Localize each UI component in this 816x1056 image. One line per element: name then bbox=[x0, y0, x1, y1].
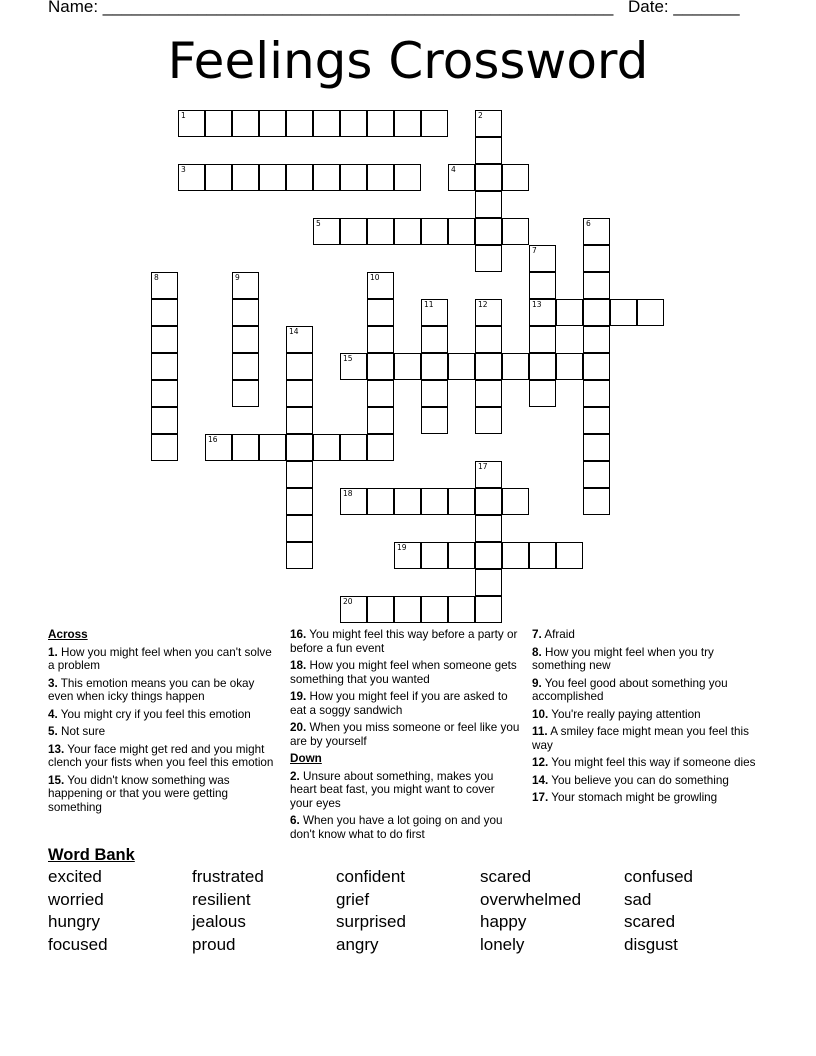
crossword-cell[interactable] bbox=[286, 353, 313, 380]
clue-text: How you might feel when someone gets something that you wanted bbox=[290, 659, 517, 686]
crossword-cell[interactable] bbox=[286, 110, 313, 137]
crossword-cell[interactable] bbox=[151, 353, 178, 380]
clues-column-2 bbox=[290, 628, 520, 845]
crossword-cell[interactable] bbox=[367, 218, 394, 245]
clue-number-label: 19. bbox=[290, 690, 307, 703]
crossword-cell[interactable] bbox=[583, 245, 610, 272]
word-bank-item: focused bbox=[48, 935, 108, 955]
clue-item bbox=[532, 708, 762, 722]
crossword-cell[interactable] bbox=[475, 407, 502, 434]
word-bank-item: scared bbox=[480, 867, 532, 886]
crossword-cell[interactable] bbox=[475, 299, 502, 326]
crossword-cell[interactable] bbox=[367, 110, 394, 137]
clue-text: You feel good about something you accomplished bbox=[532, 676, 728, 703]
crossword-cell[interactable] bbox=[232, 380, 259, 407]
clue-item bbox=[290, 814, 520, 841]
clue-item bbox=[290, 770, 520, 811]
crossword-cell[interactable] bbox=[475, 110, 502, 137]
name-field-label: Name: ______________________________________________________ bbox=[48, 0, 614, 16]
clue-text: How you might feel if you are asked to eat a soggy sandwich bbox=[290, 690, 508, 717]
crossword-cell[interactable] bbox=[583, 326, 610, 353]
crossword-cell[interactable] bbox=[232, 353, 259, 380]
crossword-cell[interactable] bbox=[367, 380, 394, 407]
crossword-cell[interactable] bbox=[448, 542, 475, 569]
crossword-cell[interactable] bbox=[286, 326, 313, 353]
clue-item bbox=[290, 659, 520, 686]
crossword-cell[interactable] bbox=[529, 326, 556, 353]
clue-text: You're really paying attention bbox=[548, 707, 701, 721]
word-bank-item: sad bbox=[624, 889, 652, 909]
clue-number-label: 5. bbox=[48, 725, 58, 738]
crossword-cell[interactable] bbox=[448, 596, 475, 623]
clue-number-label: 4. bbox=[48, 707, 58, 721]
crossword-cell[interactable] bbox=[394, 596, 421, 623]
clue-item bbox=[532, 646, 762, 673]
word-bank-item: surprised bbox=[336, 912, 406, 932]
page-title: Feelings Crossword bbox=[167, 32, 649, 90]
word-bank-item: hungry bbox=[48, 912, 100, 932]
crossword-cell[interactable] bbox=[583, 434, 610, 461]
crossword-cell[interactable] bbox=[340, 164, 367, 191]
crossword-cell[interactable] bbox=[340, 434, 367, 461]
clue-item bbox=[48, 646, 278, 673]
crossword-cell[interactable] bbox=[367, 299, 394, 326]
crossword-cell[interactable] bbox=[340, 596, 367, 623]
clue-number-label: 8. bbox=[532, 645, 542, 659]
clue-number-label: 2. bbox=[290, 769, 300, 783]
crossword-cell[interactable] bbox=[286, 164, 313, 191]
crossword-cell[interactable] bbox=[529, 272, 556, 299]
clue-text: How you might feel when you try something new bbox=[532, 645, 714, 672]
clue-number: 7 bbox=[532, 246, 537, 255]
crossword-cell[interactable] bbox=[151, 434, 178, 461]
crossword-cell[interactable] bbox=[232, 272, 259, 299]
crossword-cell[interactable] bbox=[421, 542, 448, 569]
crossword-cell[interactable] bbox=[583, 461, 610, 488]
word-bank-item: grief bbox=[336, 889, 370, 909]
crossword-cell[interactable] bbox=[583, 353, 610, 380]
clue-text: You believe you can do something bbox=[548, 773, 729, 787]
clue-number: 1 bbox=[181, 111, 186, 120]
crossword-cell[interactable] bbox=[529, 542, 556, 569]
clue-item bbox=[290, 690, 520, 717]
crossword-cell[interactable] bbox=[178, 110, 205, 137]
clue-number-label: 9. bbox=[532, 676, 542, 690]
crossword-cell[interactable] bbox=[583, 380, 610, 407]
clue-number-label: 6. bbox=[290, 814, 300, 827]
crossword-cell[interactable] bbox=[475, 353, 502, 380]
crossword-cell[interactable] bbox=[232, 164, 259, 191]
clue-text: Your stomach might be growling bbox=[548, 791, 718, 804]
clue-number: 18 bbox=[343, 489, 353, 498]
clue-item bbox=[290, 628, 520, 655]
crossword-cell[interactable] bbox=[475, 461, 502, 488]
clue-item bbox=[532, 725, 762, 752]
clue-text: Not sure bbox=[57, 725, 106, 738]
crossword-cell[interactable] bbox=[259, 434, 286, 461]
word-bank-item: disgust bbox=[624, 935, 678, 955]
crossword-cell[interactable] bbox=[637, 299, 664, 326]
clue-number-label: 18. bbox=[290, 659, 307, 672]
clue-text: Unsure about something, makes you heart beat fast, you might want to cover your eyes bbox=[290, 769, 495, 810]
clue-text: A smiley face might mean you feel this way bbox=[532, 725, 749, 752]
crossword-cell[interactable] bbox=[394, 353, 421, 380]
crossword-cell[interactable] bbox=[583, 299, 610, 326]
clue-number-label: 10. bbox=[532, 707, 549, 721]
clue-number-label: 14. bbox=[532, 773, 549, 787]
clue-number-label: 11. bbox=[532, 725, 548, 738]
word-bank-item: excited bbox=[48, 867, 102, 886]
crossword-cell[interactable] bbox=[232, 434, 259, 461]
crossword-cell[interactable] bbox=[475, 164, 502, 191]
clue-text: You might feel this way before a party or before a fun event bbox=[290, 628, 518, 655]
crossword-cell[interactable] bbox=[205, 434, 232, 461]
clues-column-1 bbox=[48, 628, 278, 818]
clue-number: 13 bbox=[532, 300, 542, 309]
word-bank-item: scared bbox=[624, 912, 676, 932]
crossword-cell[interactable] bbox=[151, 380, 178, 407]
crossword-cell[interactable] bbox=[556, 353, 583, 380]
date-field-label: Date: _______ bbox=[628, 0, 740, 16]
crossword-cell[interactable] bbox=[286, 380, 313, 407]
word-bank-item: angry bbox=[336, 935, 379, 955]
clue-number: 16 bbox=[208, 435, 218, 444]
crossword-cell[interactable] bbox=[421, 326, 448, 353]
clue-item bbox=[532, 791, 762, 805]
crossword-cell[interactable] bbox=[475, 245, 502, 272]
crossword-cell[interactable] bbox=[367, 353, 394, 380]
crossword-cell[interactable] bbox=[421, 596, 448, 623]
crossword-cell[interactable] bbox=[556, 299, 583, 326]
clue-item bbox=[48, 677, 278, 704]
crossword-cell[interactable] bbox=[151, 326, 178, 353]
crossword-cell[interactable] bbox=[367, 164, 394, 191]
crossword-cell[interactable] bbox=[421, 299, 448, 326]
clue-number: 5 bbox=[316, 219, 321, 228]
crossword-cell[interactable] bbox=[502, 542, 529, 569]
crossword-cell[interactable] bbox=[421, 218, 448, 245]
crossword-cell[interactable] bbox=[529, 353, 556, 380]
crossword-cell[interactable] bbox=[421, 110, 448, 137]
crossword-cell[interactable] bbox=[421, 407, 448, 434]
clue-number: 17 bbox=[478, 462, 488, 471]
crossword-cell[interactable] bbox=[367, 326, 394, 353]
crossword-cell[interactable] bbox=[421, 380, 448, 407]
crossword-cell[interactable] bbox=[394, 488, 421, 515]
crossword-cell[interactable] bbox=[394, 164, 421, 191]
clue-item bbox=[48, 743, 278, 770]
clue-text: This emotion means you can be okay even when icky things happen bbox=[48, 676, 255, 703]
crossword-cell[interactable] bbox=[286, 488, 313, 515]
crossword-cell[interactable] bbox=[151, 299, 178, 326]
clue-item bbox=[48, 774, 278, 815]
crossword-cell[interactable] bbox=[313, 110, 340, 137]
crossword-cell[interactable] bbox=[475, 596, 502, 623]
crossword-cell[interactable] bbox=[475, 542, 502, 569]
clue-number-label: 3. bbox=[48, 676, 58, 690]
clue-number: 4 bbox=[451, 165, 456, 174]
clue-number-label: 17. bbox=[532, 791, 549, 804]
crossword-cell[interactable] bbox=[502, 164, 529, 191]
word-bank-item: proud bbox=[192, 935, 236, 955]
crossword-cell[interactable] bbox=[313, 434, 340, 461]
word-bank-item: jealous bbox=[192, 912, 246, 932]
crossword-cell[interactable] bbox=[232, 326, 259, 353]
clue-item bbox=[532, 628, 762, 642]
clue-number: 3 bbox=[181, 165, 186, 174]
crossword-cell[interactable] bbox=[448, 218, 475, 245]
crossword-cell[interactable] bbox=[556, 542, 583, 569]
crossword-cell[interactable] bbox=[502, 488, 529, 515]
crossword-cell[interactable] bbox=[151, 272, 178, 299]
word-bank-item: overwhelmed bbox=[480, 889, 582, 909]
word-bank-item: lonely bbox=[480, 935, 525, 955]
crossword-cell[interactable] bbox=[313, 218, 340, 245]
crossword-cell[interactable] bbox=[529, 380, 556, 407]
clues-column-3 bbox=[532, 628, 762, 809]
crossword-cell[interactable] bbox=[313, 164, 340, 191]
crossword-cell[interactable] bbox=[448, 353, 475, 380]
crossword-cell[interactable] bbox=[340, 218, 367, 245]
clue-number-label: 1. bbox=[48, 645, 58, 659]
crossword-cell[interactable] bbox=[475, 326, 502, 353]
word-bank-item: worried bbox=[48, 889, 104, 909]
word-bank-item: happy bbox=[480, 912, 527, 932]
crossword-cell[interactable] bbox=[367, 434, 394, 461]
crossword-cell[interactable] bbox=[448, 488, 475, 515]
crossword-cell[interactable] bbox=[286, 542, 313, 569]
crossword-cell[interactable] bbox=[475, 569, 502, 596]
crossword-cell[interactable] bbox=[583, 407, 610, 434]
clue-number: 9 bbox=[235, 273, 240, 282]
clue-item bbox=[532, 756, 762, 770]
clue-number-label: 12. bbox=[532, 756, 549, 769]
clue-number: 12 bbox=[478, 300, 488, 309]
crossword-cell[interactable] bbox=[259, 164, 286, 191]
crossword-cell[interactable] bbox=[394, 542, 421, 569]
crossword-cell[interactable] bbox=[394, 218, 421, 245]
crossword-cell[interactable] bbox=[232, 299, 259, 326]
crossword-cell[interactable] bbox=[475, 218, 502, 245]
clue-number-label: 13. bbox=[48, 742, 65, 756]
crossword-cell[interactable] bbox=[340, 488, 367, 515]
crossword-cell[interactable] bbox=[421, 353, 448, 380]
down-heading: Down bbox=[290, 752, 322, 765]
clue-number-label: 20. bbox=[290, 721, 307, 734]
crossword-cell[interactable] bbox=[340, 353, 367, 380]
crossword-cell[interactable] bbox=[286, 407, 313, 434]
crossword-cell[interactable] bbox=[232, 110, 259, 137]
crossword-cell[interactable] bbox=[475, 137, 502, 164]
clue-item bbox=[48, 725, 278, 739]
crossword-cell[interactable] bbox=[475, 515, 502, 542]
clue-item bbox=[532, 677, 762, 704]
word-bank-item: resilient bbox=[192, 889, 251, 909]
crossword-cell[interactable] bbox=[367, 407, 394, 434]
word-bank-item: confused bbox=[624, 867, 693, 886]
clue-number: 11 bbox=[424, 300, 434, 309]
crossword-cell[interactable] bbox=[502, 353, 529, 380]
crossword-cell[interactable] bbox=[286, 434, 313, 461]
crossword-cell[interactable] bbox=[475, 380, 502, 407]
across-heading: Across bbox=[48, 628, 88, 641]
clue-number-label: 7. bbox=[532, 628, 542, 641]
crossword-cell[interactable] bbox=[394, 110, 421, 137]
crossword-cell[interactable] bbox=[475, 191, 502, 218]
crossword-cell[interactable] bbox=[259, 110, 286, 137]
clue-text: Your face might get red and you might clench your fists when you feel this emotion bbox=[48, 742, 274, 769]
crossword-cell[interactable] bbox=[421, 488, 448, 515]
clue-number-label: 15. bbox=[48, 773, 65, 787]
clue-number: 14 bbox=[289, 327, 299, 336]
clue-number-label: 16. bbox=[290, 628, 307, 641]
word-bank-item: frustrated bbox=[192, 867, 264, 886]
clue-text: Afraid bbox=[541, 628, 575, 641]
clue-number: 15 bbox=[343, 354, 353, 363]
clue-number: 20 bbox=[343, 597, 353, 606]
clue-item bbox=[290, 721, 520, 748]
crossword-cell[interactable] bbox=[610, 299, 637, 326]
crossword-cell[interactable] bbox=[367, 488, 394, 515]
clue-number: 19 bbox=[397, 543, 407, 552]
crossword-cell[interactable] bbox=[583, 218, 610, 245]
clue-item bbox=[532, 774, 762, 788]
clue-text: You might cry if you feel this emotion bbox=[57, 707, 251, 721]
crossword-cell[interactable] bbox=[448, 164, 475, 191]
crossword-cell[interactable] bbox=[205, 110, 232, 137]
crossword-cell[interactable] bbox=[340, 110, 367, 137]
clue-number: 8 bbox=[154, 273, 159, 282]
clue-text: You might feel this way if someone dies bbox=[548, 756, 756, 769]
crossword-cell[interactable] bbox=[583, 272, 610, 299]
crossword-cell[interactable] bbox=[367, 596, 394, 623]
crossword-cell[interactable] bbox=[583, 488, 610, 515]
crossword-cell[interactable] bbox=[178, 164, 205, 191]
clue-item bbox=[48, 708, 278, 722]
clue-number: 2 bbox=[478, 111, 483, 120]
clue-text: When you have a lot going on and you don't know what to do first bbox=[290, 814, 503, 841]
clue-text: When you miss someone or feel like you are by yourself bbox=[290, 721, 520, 748]
crossword-cell[interactable] bbox=[151, 407, 178, 434]
crossword-cell[interactable] bbox=[502, 218, 529, 245]
crossword-cell[interactable] bbox=[529, 299, 556, 326]
crossword-cell[interactable] bbox=[286, 515, 313, 542]
crossword-cell[interactable] bbox=[286, 461, 313, 488]
crossword-cell[interactable] bbox=[529, 245, 556, 272]
crossword-cell[interactable] bbox=[475, 488, 502, 515]
word-bank-title: Word Bank bbox=[48, 846, 135, 864]
crossword-cell[interactable] bbox=[205, 164, 232, 191]
clue-text: How you might feel when you can't solve a problem bbox=[48, 645, 272, 672]
word-bank-item: confident bbox=[336, 867, 405, 886]
crossword-cell[interactable] bbox=[367, 272, 394, 299]
clue-number: 6 bbox=[586, 219, 591, 228]
clue-number: 10 bbox=[370, 273, 380, 282]
clue-text: You didn't know something was happening or that you were getting something bbox=[48, 773, 230, 814]
